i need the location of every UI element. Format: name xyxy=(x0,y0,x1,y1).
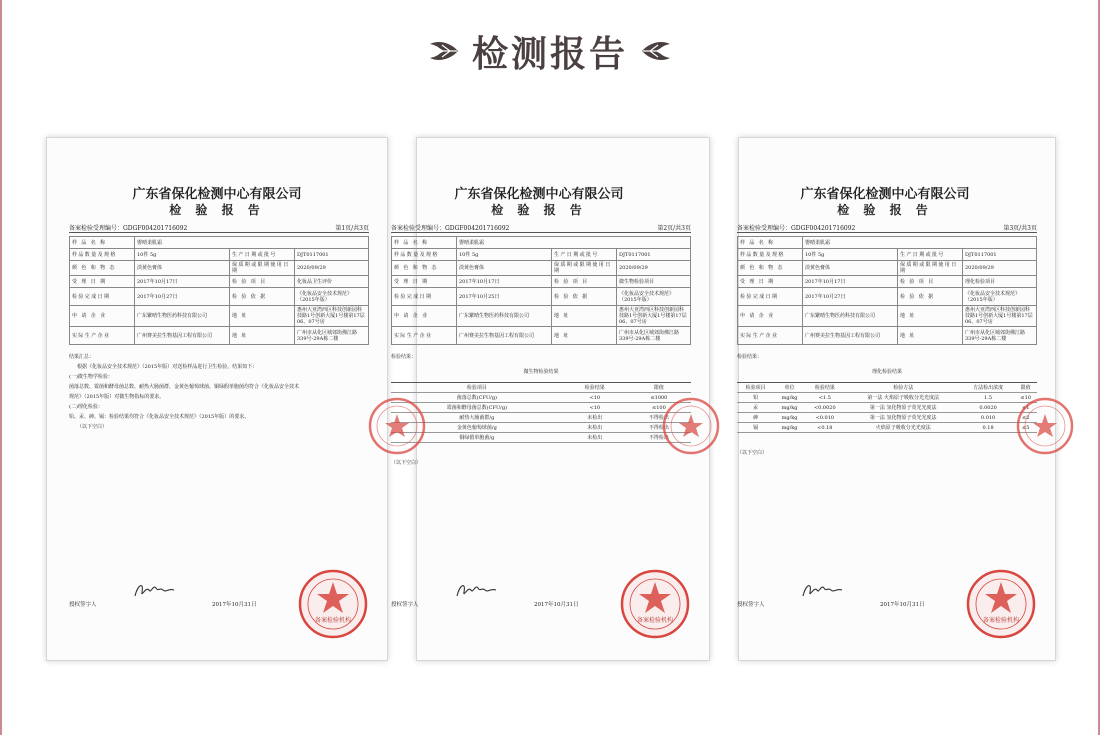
table-cell: 铜绿假单胞菌/g xyxy=(391,433,563,443)
table-cell: <0.010 xyxy=(805,413,845,423)
table-cell: mg/kg xyxy=(774,413,805,423)
table-cell: 未检出 xyxy=(563,433,627,443)
sign-date: 2017年10月31日 xyxy=(534,602,579,608)
table-cell: DJT0117001 xyxy=(617,249,691,261)
table-row xyxy=(391,393,691,403)
table-row xyxy=(737,403,1037,413)
table-cell: 2017年10月17日 xyxy=(135,276,230,288)
table-cell: 生产日期或批号 xyxy=(230,249,295,261)
table-header-row xyxy=(391,383,691,393)
table-cell: 颜 色 和 物 态 xyxy=(70,261,135,276)
divider xyxy=(69,232,369,233)
results-label: 检验结果： xyxy=(391,354,417,360)
table-cell: 广州市从化区城郊街佛江路339号-29A栋二楼 xyxy=(963,327,1037,345)
table-cell: 广州赛美拉生物基因工程有限公司 xyxy=(457,327,552,345)
table-cell: 广东繁晴生物医药科技有限公司 xyxy=(457,306,552,327)
table-row xyxy=(737,423,1037,433)
table-cell: <10 xyxy=(563,403,627,413)
table-cell: 广州市从化区城郊街佛江路339号-29A栋二楼 xyxy=(617,327,691,345)
table-cell: 淡黄色膏体 xyxy=(135,261,230,276)
table-cell: 不得检出 xyxy=(627,413,691,423)
blank-note: （以下空白） xyxy=(391,460,422,466)
table-cell: 2017年10月25日 xyxy=(457,288,552,306)
table-cell: 检验结果 xyxy=(805,383,845,393)
table-cell: 第一法 氢化物原子荧光光度法 xyxy=(845,413,962,423)
table-cell: 检 验 依 据 xyxy=(230,288,295,306)
table-cell: 申 请 企 业 xyxy=(392,306,457,327)
table-cell: 微生物检验项目 xyxy=(617,276,691,288)
sample-info-table xyxy=(391,236,691,345)
conclusion-line: （以下空白） xyxy=(77,424,108,430)
table-row xyxy=(737,413,1037,423)
table-cell: 10件 5g xyxy=(803,249,898,261)
record-number: 备案检验受理编号：GDGF004201716092 xyxy=(391,225,510,232)
table-cell: 生产日期或批号 xyxy=(898,249,963,261)
table-cell: 理化检验项目 xyxy=(963,276,1037,288)
sign-date: 2017年10月31日 xyxy=(212,602,257,608)
table-cell: 镉 xyxy=(737,423,774,433)
conclusion-line: 根据《化妆品安全技术规范》（2015年版）对送检样品进行卫生检验，结果如下： xyxy=(77,364,258,370)
table-cell: 霉菌和酵母菌总数(CFU/g) xyxy=(391,403,563,413)
table-cell: 0.0020 xyxy=(962,403,1015,413)
table-row xyxy=(391,413,691,423)
table-cell: 颜 色 和 物 态 xyxy=(392,261,457,276)
table-title: 微生物检验结果 xyxy=(523,369,559,375)
table-cell: 不得检出 xyxy=(627,433,691,443)
table-cell: 10件 5g xyxy=(457,249,552,261)
page-number: 第1页/共3页 xyxy=(335,225,369,232)
table-cell: DJT0117001 xyxy=(963,249,1037,261)
table-cell: 第一法 氢化物原子荧光光度法 xyxy=(845,403,962,413)
conclusion-line: (二)理化检验： xyxy=(69,404,103,410)
table-header-row xyxy=(737,383,1037,393)
sign-date: 2017年10月31日 xyxy=(880,602,925,608)
report-meta xyxy=(391,223,691,232)
table-cell: <0.0020 xyxy=(805,403,845,413)
report-sheet-3[interactable] xyxy=(738,137,1056,661)
table-cell: 样 品 名 称 xyxy=(738,237,803,249)
table-cell: 未检出 xyxy=(563,413,627,423)
svg-text:备案检验机构: 备案检验机构 xyxy=(636,617,674,624)
table-cell: ≤1000 xyxy=(627,393,691,403)
table-cell: 检 验 依 据 xyxy=(898,288,963,306)
report-sheet-1[interactable] xyxy=(46,137,388,661)
table-cell: 汞 xyxy=(737,403,774,413)
signature xyxy=(800,578,845,602)
table-cell: 单位 xyxy=(774,383,805,393)
table-cell: 广东繁晴生物医药科技有限公司 xyxy=(803,306,898,327)
table-cell: 化妆品卫生评价 xyxy=(295,276,369,288)
table-cell: 样品数量及规格 xyxy=(738,249,803,261)
chem-results-table xyxy=(737,382,1037,433)
table-cell: 地 址 xyxy=(552,306,617,327)
table-cell: 0.18 xyxy=(962,423,1015,433)
conclusion-line: 结果汇总： xyxy=(69,354,95,360)
table-cell: ≤5 xyxy=(1014,423,1037,433)
table-cell: 2020/09/29 xyxy=(295,261,369,276)
table-cell: 惠州大亚湾西区科技创新园科技路1号创新大厦1号楼第17层06、07号房 xyxy=(963,306,1037,327)
table-row xyxy=(737,393,1037,403)
table-cell: 受 理 日 期 xyxy=(392,276,457,288)
page-number: 第2页/共3页 xyxy=(657,225,691,232)
table-cell: 受 理 日 期 xyxy=(70,276,135,288)
table-cell: 检 验 项 目 xyxy=(898,276,963,288)
table-cell: 婴晴柔肌霜 xyxy=(135,237,369,249)
table-cell: 2017年10月17日 xyxy=(457,276,552,288)
table-cell: mg/kg xyxy=(774,393,805,403)
table-cell: 保质期或限期使用日期 xyxy=(230,261,295,276)
table-cell: 申 请 企 业 xyxy=(70,306,135,327)
company-name: 广东省保化检测中心有限公司 xyxy=(132,187,302,202)
table-cell: 检验项目 xyxy=(737,383,774,393)
page-header xyxy=(0,26,1100,76)
table-cell: 保质期或限期使用日期 xyxy=(552,261,617,276)
page-title: 检测报告 xyxy=(471,33,628,75)
sample-info-table xyxy=(69,236,369,345)
table-cell: 广州赛美拉生物基因工程有限公司 xyxy=(135,327,230,345)
table-cell: 2020/09/29 xyxy=(617,261,691,276)
table-cell: 0.010 xyxy=(962,413,1015,423)
table-cell: 检验方法 xyxy=(845,383,962,393)
conclusion-line: 规范》（2015年版）对微生物指标的要求。 xyxy=(69,394,165,400)
table-cell: <10 xyxy=(563,393,627,403)
table-cell: 《化妆品安全技术规范》（2015年版） xyxy=(963,288,1037,306)
laurel-right-icon xyxy=(638,36,672,66)
table-row xyxy=(391,433,691,443)
table-cell: 检验完成日期 xyxy=(70,288,135,306)
table-cell: ≤100 xyxy=(627,403,691,413)
table-cell: 检验结果 xyxy=(563,383,627,393)
table-cell: 第一法 火焰原子吸收分光光度法 xyxy=(845,393,962,403)
table-cell: 广东繁晴生物医药科技有限公司 xyxy=(135,306,230,327)
table-row xyxy=(391,423,691,433)
record-number: 备案检验受理编号：GDGF004201716092 xyxy=(69,225,188,232)
report-title: 检 验 报 告 xyxy=(491,203,587,217)
table-cell: 《化妆品安全技术规范》（2015年版） xyxy=(617,288,691,306)
table-row xyxy=(391,403,691,413)
table-cell: 广州市从化区城郊街佛江路339号-29A栋二楼 xyxy=(295,327,369,345)
table-cell: mg/kg xyxy=(774,423,805,433)
table-cell: 地 址 xyxy=(230,327,295,345)
table-cell: 惠州大亚湾西区科技创新园科技路1号创新大厦1号楼第17层06、07号房 xyxy=(295,306,369,327)
signer-label: 授权签字人 xyxy=(69,602,97,608)
table-cell: 地 址 xyxy=(898,327,963,345)
table-cell: 方法检出浓度 xyxy=(962,383,1015,393)
signer-label: 授权签字人 xyxy=(391,602,419,608)
inspection-seal xyxy=(297,568,369,640)
laurel-left-icon xyxy=(428,36,462,66)
table-cell: 《化妆品安全技术规范》（2015年版） xyxy=(295,288,369,306)
table-cell: ≤2 xyxy=(1014,413,1037,423)
svg-text:备案检验机构: 备案检验机构 xyxy=(982,617,1020,624)
signer-label: 授权签字人 xyxy=(737,602,765,608)
table-cell: 2017年10月17日 xyxy=(803,276,898,288)
table-cell: 1.5 xyxy=(962,393,1015,403)
report-title: 检 验 报 告 xyxy=(837,203,933,217)
signature xyxy=(132,578,177,602)
table-cell: 未检出 xyxy=(563,423,627,433)
table-cell: 不得检出 xyxy=(627,423,691,433)
table-cell: 生产日期或批号 xyxy=(552,249,617,261)
table-cell: 实际生产企业 xyxy=(70,327,135,345)
company-name: 广东省保化检测中心有限公司 xyxy=(454,187,624,202)
table-cell: 婴晴柔肌霜 xyxy=(803,237,1037,249)
blank-note: （以下空白） xyxy=(737,450,768,456)
table-cell: 惠州大亚湾西区科技创新园科技路1号创新大厦1号楼第17层06、07号房 xyxy=(617,306,691,327)
table-cell: 检 验 项 目 xyxy=(230,276,295,288)
conclusion-line: 铅、汞、砷、镉：检验结果均符合《化妆品安全技术规范》（2015年版）的要求。 xyxy=(69,414,250,420)
table-cell: DJT0117001 xyxy=(295,249,369,261)
table-cell: 菌落总数(CFU/g) xyxy=(391,393,563,403)
table-cell: 火焰原子吸收分光光度法 xyxy=(845,423,962,433)
divider xyxy=(737,232,1037,233)
table-cell: 实际生产企业 xyxy=(738,327,803,345)
table-cell: 限值 xyxy=(1014,383,1037,393)
table-cell: 受 理 日 期 xyxy=(738,276,803,288)
report-title: 检 验 报 告 xyxy=(169,203,265,217)
results-label: 检验结果： xyxy=(737,354,763,360)
conclusion-line: (一)微生物学检验： xyxy=(69,374,113,380)
conclusion-line: 菌落总数、霉菌和酵母菌总数、耐热大肠菌群、金黄色葡萄球菌、铜绿假单胞菌均符合《化妆品安全技术 xyxy=(69,384,300,390)
table-cell: 样品数量及规格 xyxy=(70,249,135,261)
table-cell: 金黄色葡萄球菌/g xyxy=(391,423,563,433)
page-number: 第3页/共3页 xyxy=(1003,225,1037,232)
table-cell: mg/kg xyxy=(774,403,805,413)
table-cell: 颜 色 和 物 态 xyxy=(738,261,803,276)
table-cell: 申 请 企 业 xyxy=(738,306,803,327)
divider xyxy=(391,232,691,233)
table-cell: 实际生产企业 xyxy=(392,327,457,345)
official-seal-partial xyxy=(1015,396,1075,456)
svg-text:备案检验机构: 备案检验机构 xyxy=(314,617,352,624)
table-cell: ≤1 xyxy=(1014,403,1037,413)
record-number: 备案检验受理编号：GDGF004201716092 xyxy=(737,225,856,232)
micro-results-table xyxy=(391,382,691,443)
table-cell: ≤10 xyxy=(1014,393,1037,403)
table-cell: 地 址 xyxy=(552,327,617,345)
inspection-seal xyxy=(619,568,691,640)
table-cell: 检验完成日期 xyxy=(738,288,803,306)
table-cell: 淡黄色膏体 xyxy=(457,261,552,276)
table-cell: 样 品 名 称 xyxy=(392,237,457,249)
table-cell: 10件 5g xyxy=(135,249,230,261)
report-meta xyxy=(69,223,369,232)
table-cell: 样 品 名 称 xyxy=(70,237,135,249)
official-seal-partial xyxy=(367,396,427,456)
table-cell: <1.5 xyxy=(805,393,845,403)
table-cell: 地 址 xyxy=(898,306,963,327)
table-cell: 检 验 项 目 xyxy=(552,276,617,288)
conclusion-text xyxy=(69,352,369,432)
table-cell: 检 验 依 据 xyxy=(552,288,617,306)
signature xyxy=(454,578,499,602)
table-cell: 2017年10月27日 xyxy=(803,288,898,306)
table-cell: 样品数量及规格 xyxy=(392,249,457,261)
table-cell: 2020/09/29 xyxy=(963,261,1037,276)
table-cell: 砷 xyxy=(737,413,774,423)
table-title: 理化检验结果 xyxy=(871,369,902,375)
table-cell: 地 址 xyxy=(230,306,295,327)
table-cell: 2017年10月27日 xyxy=(135,288,230,306)
report-sheet-2[interactable] xyxy=(391,137,710,661)
left-border xyxy=(0,0,2,735)
table-cell: 检验项目 xyxy=(391,383,563,393)
sample-info-table xyxy=(737,236,1037,345)
table-cell: 婴晴柔肌霜 xyxy=(457,237,691,249)
table-cell: 耐热大肠菌群/g xyxy=(391,413,563,423)
official-seal-partial xyxy=(661,396,721,456)
table-cell: <0.18 xyxy=(805,423,845,433)
table-cell: 淡黄色膏体 xyxy=(803,261,898,276)
table-cell: 铅 xyxy=(737,393,774,403)
report-meta xyxy=(737,223,1037,232)
table-cell: 保质期或限期使用日期 xyxy=(898,261,963,276)
inspection-seal xyxy=(965,568,1037,640)
table-cell: 检验完成日期 xyxy=(392,288,457,306)
company-name: 广东省保化检测中心有限公司 xyxy=(800,187,970,202)
table-cell: 广州赛美拉生物基因工程有限公司 xyxy=(803,327,898,345)
table-cell: 限值 xyxy=(627,383,691,393)
